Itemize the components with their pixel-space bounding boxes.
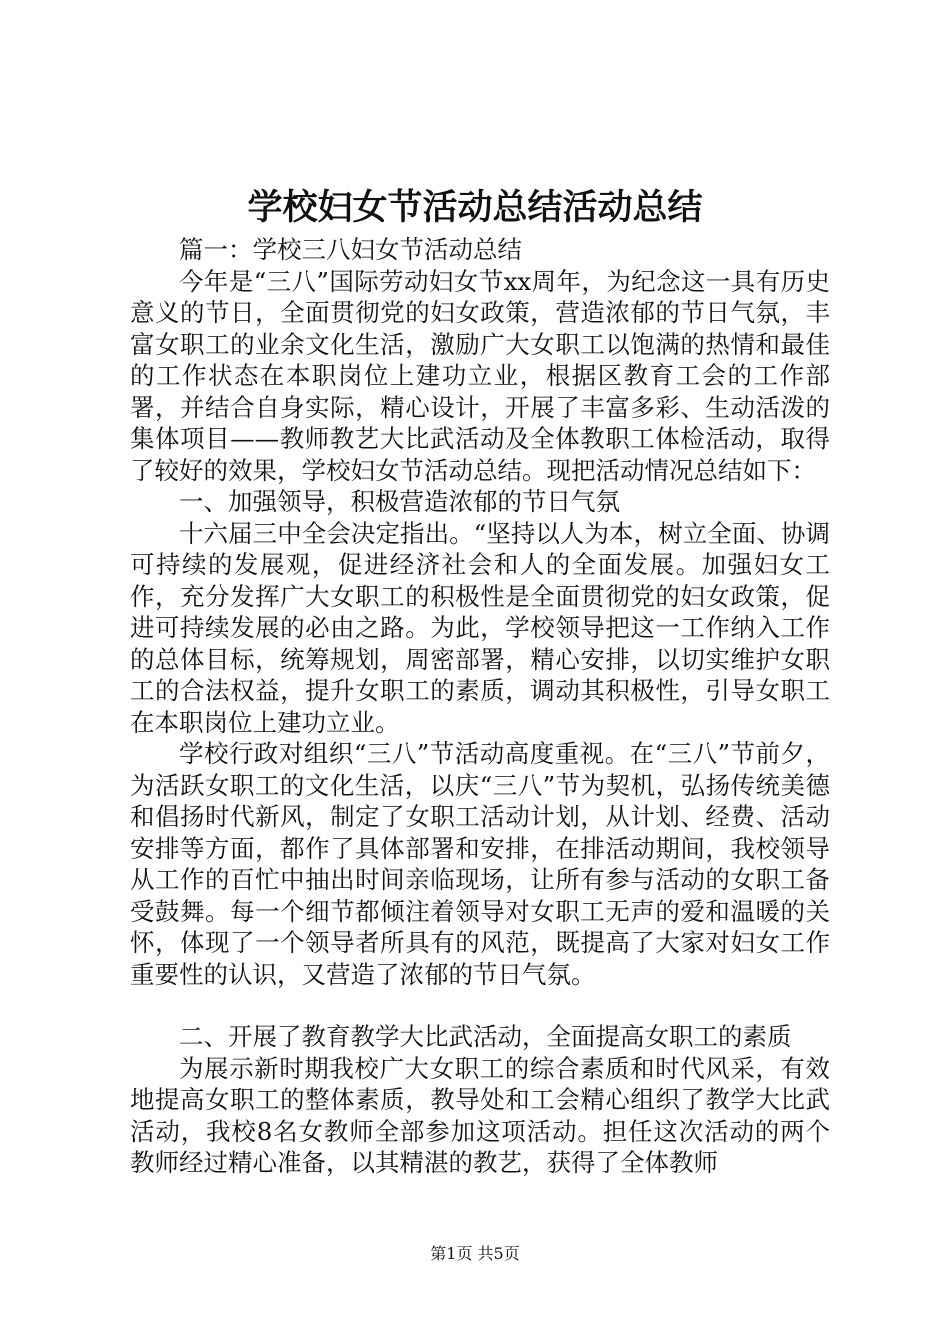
section-heading-2: 二、开展了教育教学大比武活动，全面提高女职工的素质 [179,1022,792,1051]
document-title: 学校妇女节活动总结活动总结 [247,187,703,228]
section-heading-part-one: 篇一：学校三八妇女节活动总结 [179,235,522,264]
section-heading-1: 一、加强领导，积极营造浓郁的节日气氛 [179,487,620,516]
intro-paragraph: 今年是“三八”国际劳动妇女节xx周年，为纪念这一具有历史意义的节日，全面贯彻党的妇女政策，营造浓郁的节日气氛，丰富女职工的业余文化生活，激励广大女职工以饱满的热情和最佳的工作状态在本职岗位上建功立业，根据区教育工会的工作部署，并结合自身实际，精心设计，开展了丰富多彩、生动活泼的集体项目——教师教艺大比武活动及全体教职工体检活动，取得了较好的效果，学校妇女节活动总结。现把活动情况总结如下： [130,266,830,485]
body-paragraph: 为展示新时期我校广大女职工的综合素质和时代风采，有效地提高女职工的整体素质，教导处和工会精心组织了教学大比武活动，我校8名女教师全部参加这项活动。担任这次活动的两个教师经过精心准备，以其精湛的教艺，获得了全体教师 [130,1053,830,1177]
page-footer: 第1页 共5页 [430,1244,520,1263]
paragraph-spacer [130,990,830,1021]
body-paragraph: 学校行政对组织“三八”节活动高度重视。在“三八”节前夕，为活跃女职工的文化生活，以庆“三八”节为契机，弘扬传统美德和倡扬时代新风，制定了女职工活动计划，从计划、经费、活动安排等方面，都作了具体部署和安排，在排活动期间，我校领导从工作的百忙中抽出时间亲临现场，让所有参与活动的女职工备受鼓舞。每一个细节都倾注着领导对女职工无声的爱和温暖的关怀，体现了一个领导者所具有的风范，既提高了大家对妇女工作重要性的认识，又营造了浓郁的节日气氛。 [130,739,830,989]
document-body [130,234,830,1179]
body-paragraph: 十六届三中全会决定指出。“坚持以人为本，树立全面、协调可持续的发展观，促进经济社会和人的全面发展。加强妇女工作，充分发挥广大女职工的积极性是全面贯彻党的妇女政策，促进可持续发展的必由之路。为此，学校领导把这一工作纳入工作的总体目标，统筹规划，周密部署，精心安排，以切实维护女职工的合法权益，提升女职工的素质，调动其积极性，引导女职工在本职岗位上建功立业。 [130,518,830,737]
